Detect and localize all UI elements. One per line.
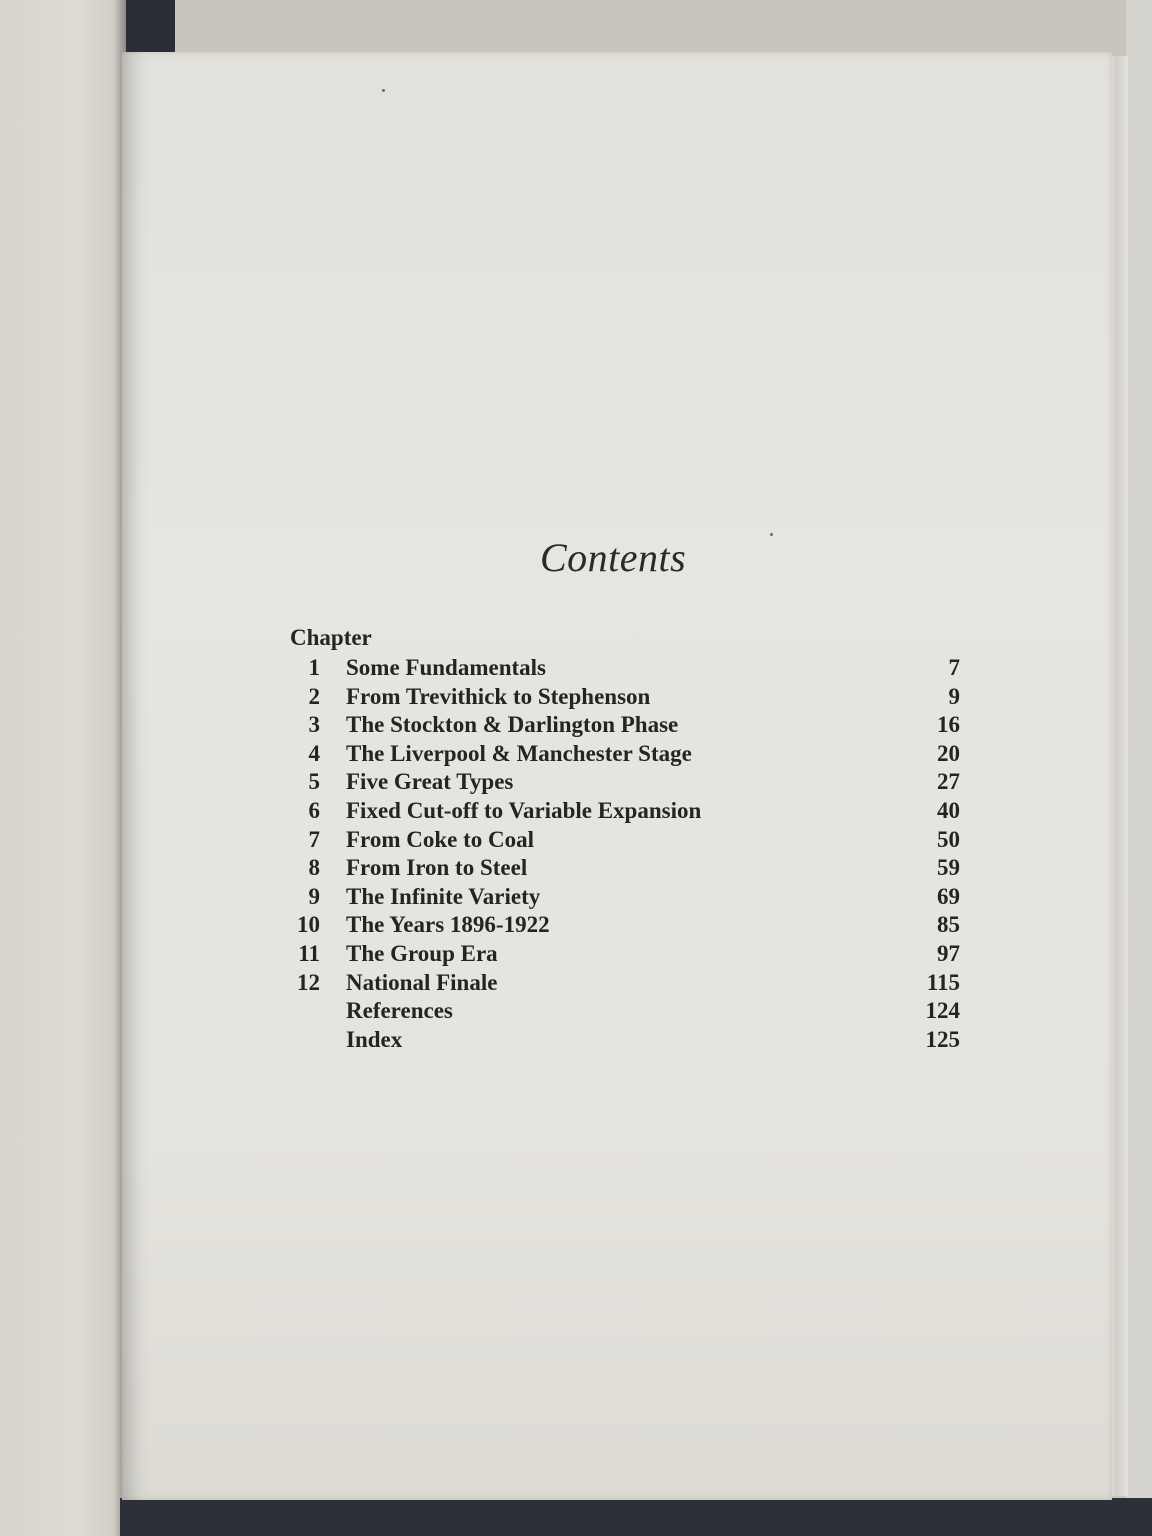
chapter-title: References [346, 998, 453, 1024]
chapter-title: From Iron to Steel [346, 855, 528, 881]
page-number: 124 [925, 998, 960, 1024]
page-title: Contents [540, 535, 687, 580]
toc-entry [290, 769, 960, 798]
page-number: 16 [937, 712, 960, 738]
toc-entry [290, 827, 960, 856]
toc-entry [290, 855, 960, 884]
contents-page [122, 52, 1112, 1500]
chapter-title: From Trevithick to Stephenson [346, 683, 651, 709]
chapter-title: The Liverpool & Manchester Stage [346, 740, 692, 766]
chapter-number: 8 [308, 855, 320, 881]
chapter-column-label: Chapter [290, 625, 372, 650]
page-number: 125 [925, 1026, 960, 1052]
toc-entry [290, 912, 960, 941]
chapter-number: 9 [308, 883, 320, 909]
chapter-number: 7 [308, 826, 320, 852]
page-number: 69 [937, 883, 960, 909]
toc-entry [290, 998, 960, 1027]
book-cover-bottom [120, 1498, 1152, 1536]
toc-entry [290, 684, 960, 713]
chapter-number: 3 [308, 712, 320, 738]
page-number: 85 [937, 912, 960, 938]
chapter-number: 12 [297, 969, 320, 995]
toc-entry [290, 941, 960, 970]
chapter-title: The Group Era [346, 940, 498, 966]
page-number: 40 [937, 797, 960, 823]
page-number: 50 [937, 826, 960, 852]
toc-entry [290, 712, 960, 741]
chapter-title: National Finale [346, 969, 498, 995]
chapter-title: Five Great Types [346, 769, 514, 795]
chapter-title: The Years 1896-1922 [346, 912, 550, 938]
paper-speck [770, 533, 773, 536]
toc-entry [290, 970, 960, 999]
table-of-contents [290, 655, 960, 1055]
chapter-number: 11 [298, 940, 320, 966]
page-number: 7 [948, 655, 960, 680]
chapter-title: Index [346, 1026, 403, 1052]
chapter-number: 6 [308, 797, 320, 823]
chapter-number: 10 [297, 912, 320, 938]
chapter-number: 1 [308, 655, 320, 680]
chapter-number: 4 [308, 740, 320, 766]
toc-entry [290, 655, 960, 684]
page-number: 20 [937, 740, 960, 766]
chapter-title: The Stockton & Darlington Phase [346, 712, 679, 738]
chapter-number: 5 [308, 769, 320, 795]
paper-speck [382, 89, 385, 92]
chapter-title: Fixed Cut-off to Variable Expansion [346, 797, 702, 823]
toc-entry [290, 1027, 960, 1056]
chapter-number: 2 [308, 683, 320, 709]
toc-entry [290, 741, 960, 770]
page-number: 9 [948, 683, 960, 709]
left-page [0, 0, 126, 1536]
toc-entry [290, 884, 960, 913]
chapter-title: Some Fundamentals [346, 655, 546, 680]
page-number: 115 [926, 969, 960, 995]
page-number: 97 [937, 940, 960, 966]
page-number: 27 [937, 769, 960, 795]
toc-entry [290, 798, 960, 827]
page-number: 59 [937, 855, 960, 881]
chapter-title: From Coke to Coal [346, 826, 535, 852]
background-surface [1126, 0, 1152, 1536]
chapter-title: The Infinite Variety [346, 883, 541, 909]
